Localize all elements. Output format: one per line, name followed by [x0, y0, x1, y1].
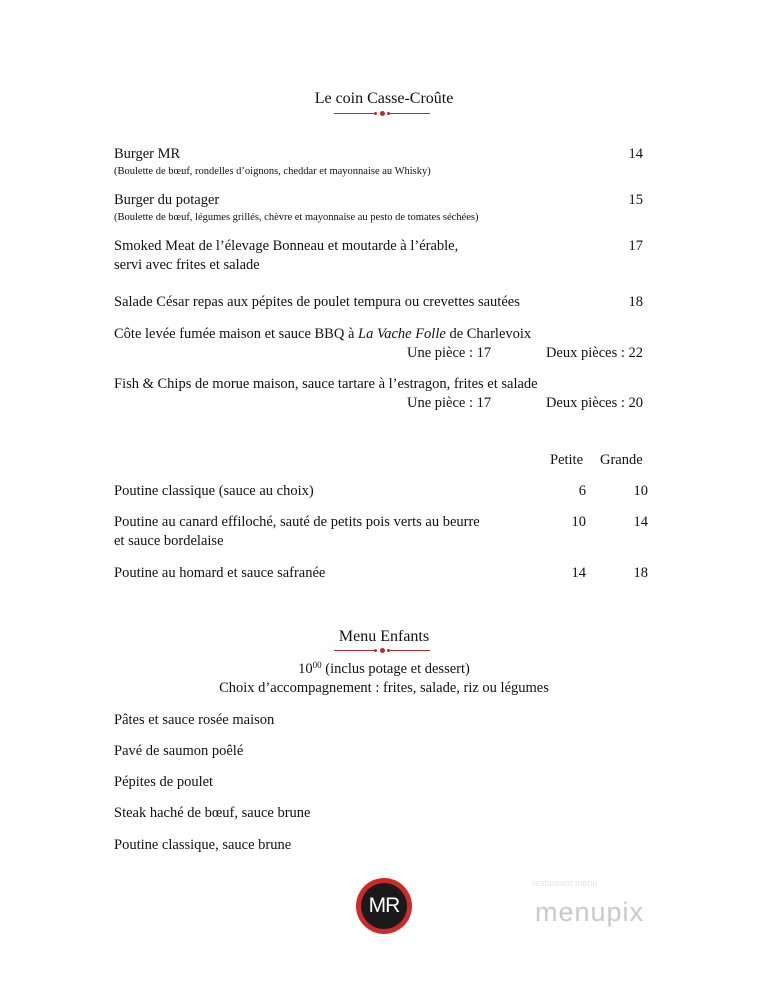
poutine-price-large: 18 — [633, 565, 648, 581]
poutine-price-small: 14 — [571, 565, 586, 581]
menu-item-desc: (Boulette de bœuf, légumes grillés, chèvre et mayonnaise au pesto de tomates séchées) — [114, 212, 479, 223]
option-two-pieces: Deux pièces : 22 — [545, 345, 643, 361]
column-header-grande: Grande — [600, 452, 643, 468]
poutine-name: Poutine classique (sauce au choix) — [114, 483, 314, 499]
kids-item: Steak haché de bœuf, sauce brune — [114, 805, 311, 821]
kids-price-cents: 00 — [312, 660, 322, 670]
poutine-price-large: 14 — [633, 514, 648, 530]
option-two-pieces: Deux pièces : 20 — [545, 395, 643, 411]
poutine-price-large: 10 — [633, 483, 648, 499]
poutine-name-line2: et sauce bordelaise — [114, 533, 224, 549]
column-header-petite: Petite — [550, 452, 584, 468]
poutine-price-small: 10 — [571, 514, 586, 530]
kids-item: Poutine classique, sauce brune — [114, 837, 292, 853]
menu-item-name: Burger MR — [114, 146, 181, 162]
menu-item-price: 17 — [628, 238, 643, 254]
name-part: de Charlevoix — [445, 326, 532, 342]
title-ornament — [334, 109, 430, 119]
menu-item-name: Fish & Chips de morue maison, sauce tartare à l’estragon, frites et salade — [114, 376, 538, 392]
menu-item-desc: (Boulette de bœuf, rondelles d’oignons, cheddar et mayonnaise au Whisky) — [114, 166, 431, 177]
watermark-small-text: restaurant menu — [532, 878, 598, 888]
kids-sides: Choix d’accompagnement : frites, salade, riz ou légumes — [219, 680, 549, 696]
option-one-piece: Une pièce : 17 — [407, 395, 492, 411]
kids-item: Pâtes et sauce rosée maison — [114, 712, 275, 728]
kids-item: Pavé de saumon poêlé — [114, 743, 244, 759]
menu-item-price: 14 — [628, 146, 643, 162]
poutine-name: Poutine au canard effiloché, sauté de petits pois verts au beurre — [114, 514, 480, 530]
section-title-kids: Menu Enfants — [338, 628, 430, 645]
name-italic: La Vache Folle — [358, 326, 446, 342]
kids-price: 10 — [298, 661, 313, 677]
title-ornament — [334, 646, 430, 656]
poutine-price-small: 6 — [578, 483, 586, 499]
name-part: Côte levée fumée maison et sauce BBQ à — [114, 326, 359, 342]
kids-price-line — [0, 660, 768, 678]
watermark-text: menupix — [535, 897, 645, 927]
poutine-name: Poutine au homard et sauce safranée — [114, 565, 326, 581]
menu-item-name: Smoked Meat de l’élevage Bonneau et moutarde à l’érable, — [114, 238, 459, 254]
menu-item-price: 18 — [628, 294, 643, 310]
menu-item-name-line2: servi avec frites et salade — [114, 257, 260, 273]
kids-item: Pépites de poulet — [114, 774, 214, 790]
kids-price-note: (inclus potage et dessert) — [321, 661, 470, 677]
menu-item-price: 15 — [628, 192, 643, 208]
section-title-casse-croute: Le coin Casse-Croûte — [314, 90, 454, 107]
menu-item-name — [114, 326, 531, 343]
logo-text: MR — [361, 883, 407, 929]
option-one-piece: Une pièce : 17 — [407, 345, 492, 361]
restaurant-logo — [356, 878, 412, 934]
menu-item-name: Salade César repas aux pépites de poulet tempura ou crevettes sautées — [114, 294, 520, 310]
menu-item-name: Burger du potager — [114, 192, 220, 208]
